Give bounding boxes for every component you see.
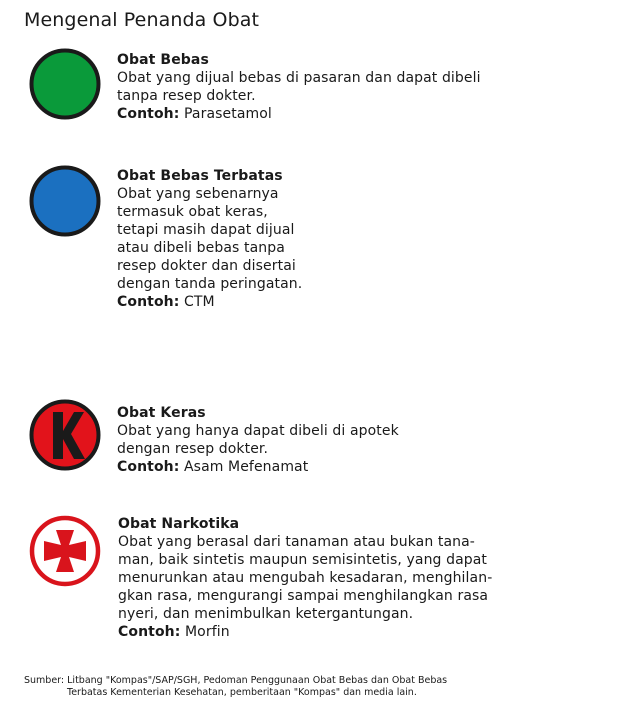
entry-description: Obat yang dijual bebas di pasaran dan dapat dibeli tanpa resep dokter.: [117, 70, 481, 104]
red-cross-circle-icon: [29, 515, 101, 587]
green-circle-icon: [29, 48, 101, 120]
entry-text: [117, 167, 302, 311]
entry-text: [117, 51, 481, 123]
entry-example: [117, 293, 302, 311]
example-label: Contoh:: [118, 624, 181, 640]
entry-example: [118, 623, 492, 641]
example-value: Parasetamol: [184, 106, 272, 122]
example-value: Morfin: [185, 624, 230, 640]
entry-title: Obat Narkotika: [118, 516, 240, 532]
example-label: Contoh:: [117, 294, 180, 310]
source-note: [24, 675, 447, 699]
example-value: CTM: [184, 294, 215, 310]
entry-example: [117, 458, 399, 476]
entry-title: Obat Bebas Terbatas: [117, 168, 283, 184]
page-title: Mengenal Penanda Obat: [24, 9, 260, 31]
entry-description: Obat yang hanya dapat dibeli di apotek dengan resep dokter.: [117, 423, 399, 457]
example-label: Contoh:: [117, 459, 180, 475]
entry-description: Obat yang berasal dari tanaman atau bukan tana- man, baik sintetis maupun semisintetis, yang dapat menurunkan atau mengubah kesadaran, menghilan- gkan rasa, mengurangi sampai menghilangkan rasa nyeri, dan menimbulkan ketergantungan.: [118, 534, 493, 622]
entry-text: [118, 515, 492, 641]
example-label: Contoh:: [117, 106, 180, 122]
red-k-circle-icon: [29, 399, 101, 471]
example-value: Asam Mefenamat: [184, 459, 309, 475]
source-line-2: Terbatas Kementerian Kesehatan, pemberitaan "Kompas" dan media lain.: [67, 687, 417, 698]
entry-text: [117, 404, 399, 476]
source-line-1: Sumber: Litbang "Kompas"/SAP/SGH, Pedoman Penggunaan Obat Bebas dan Obat Bebas: [24, 675, 448, 686]
entry-title: Obat Bebas: [117, 52, 209, 68]
entry-title: Obat Keras: [117, 405, 206, 421]
entry-example: [117, 105, 481, 123]
entry-description: Obat yang sebenarnya termasuk obat keras, tetapi masih dapat dijual atau dibeli bebas tanpa resep dokter dan disertai dengan tanda peringatan.: [117, 186, 303, 292]
blue-circle-icon: [29, 165, 101, 237]
